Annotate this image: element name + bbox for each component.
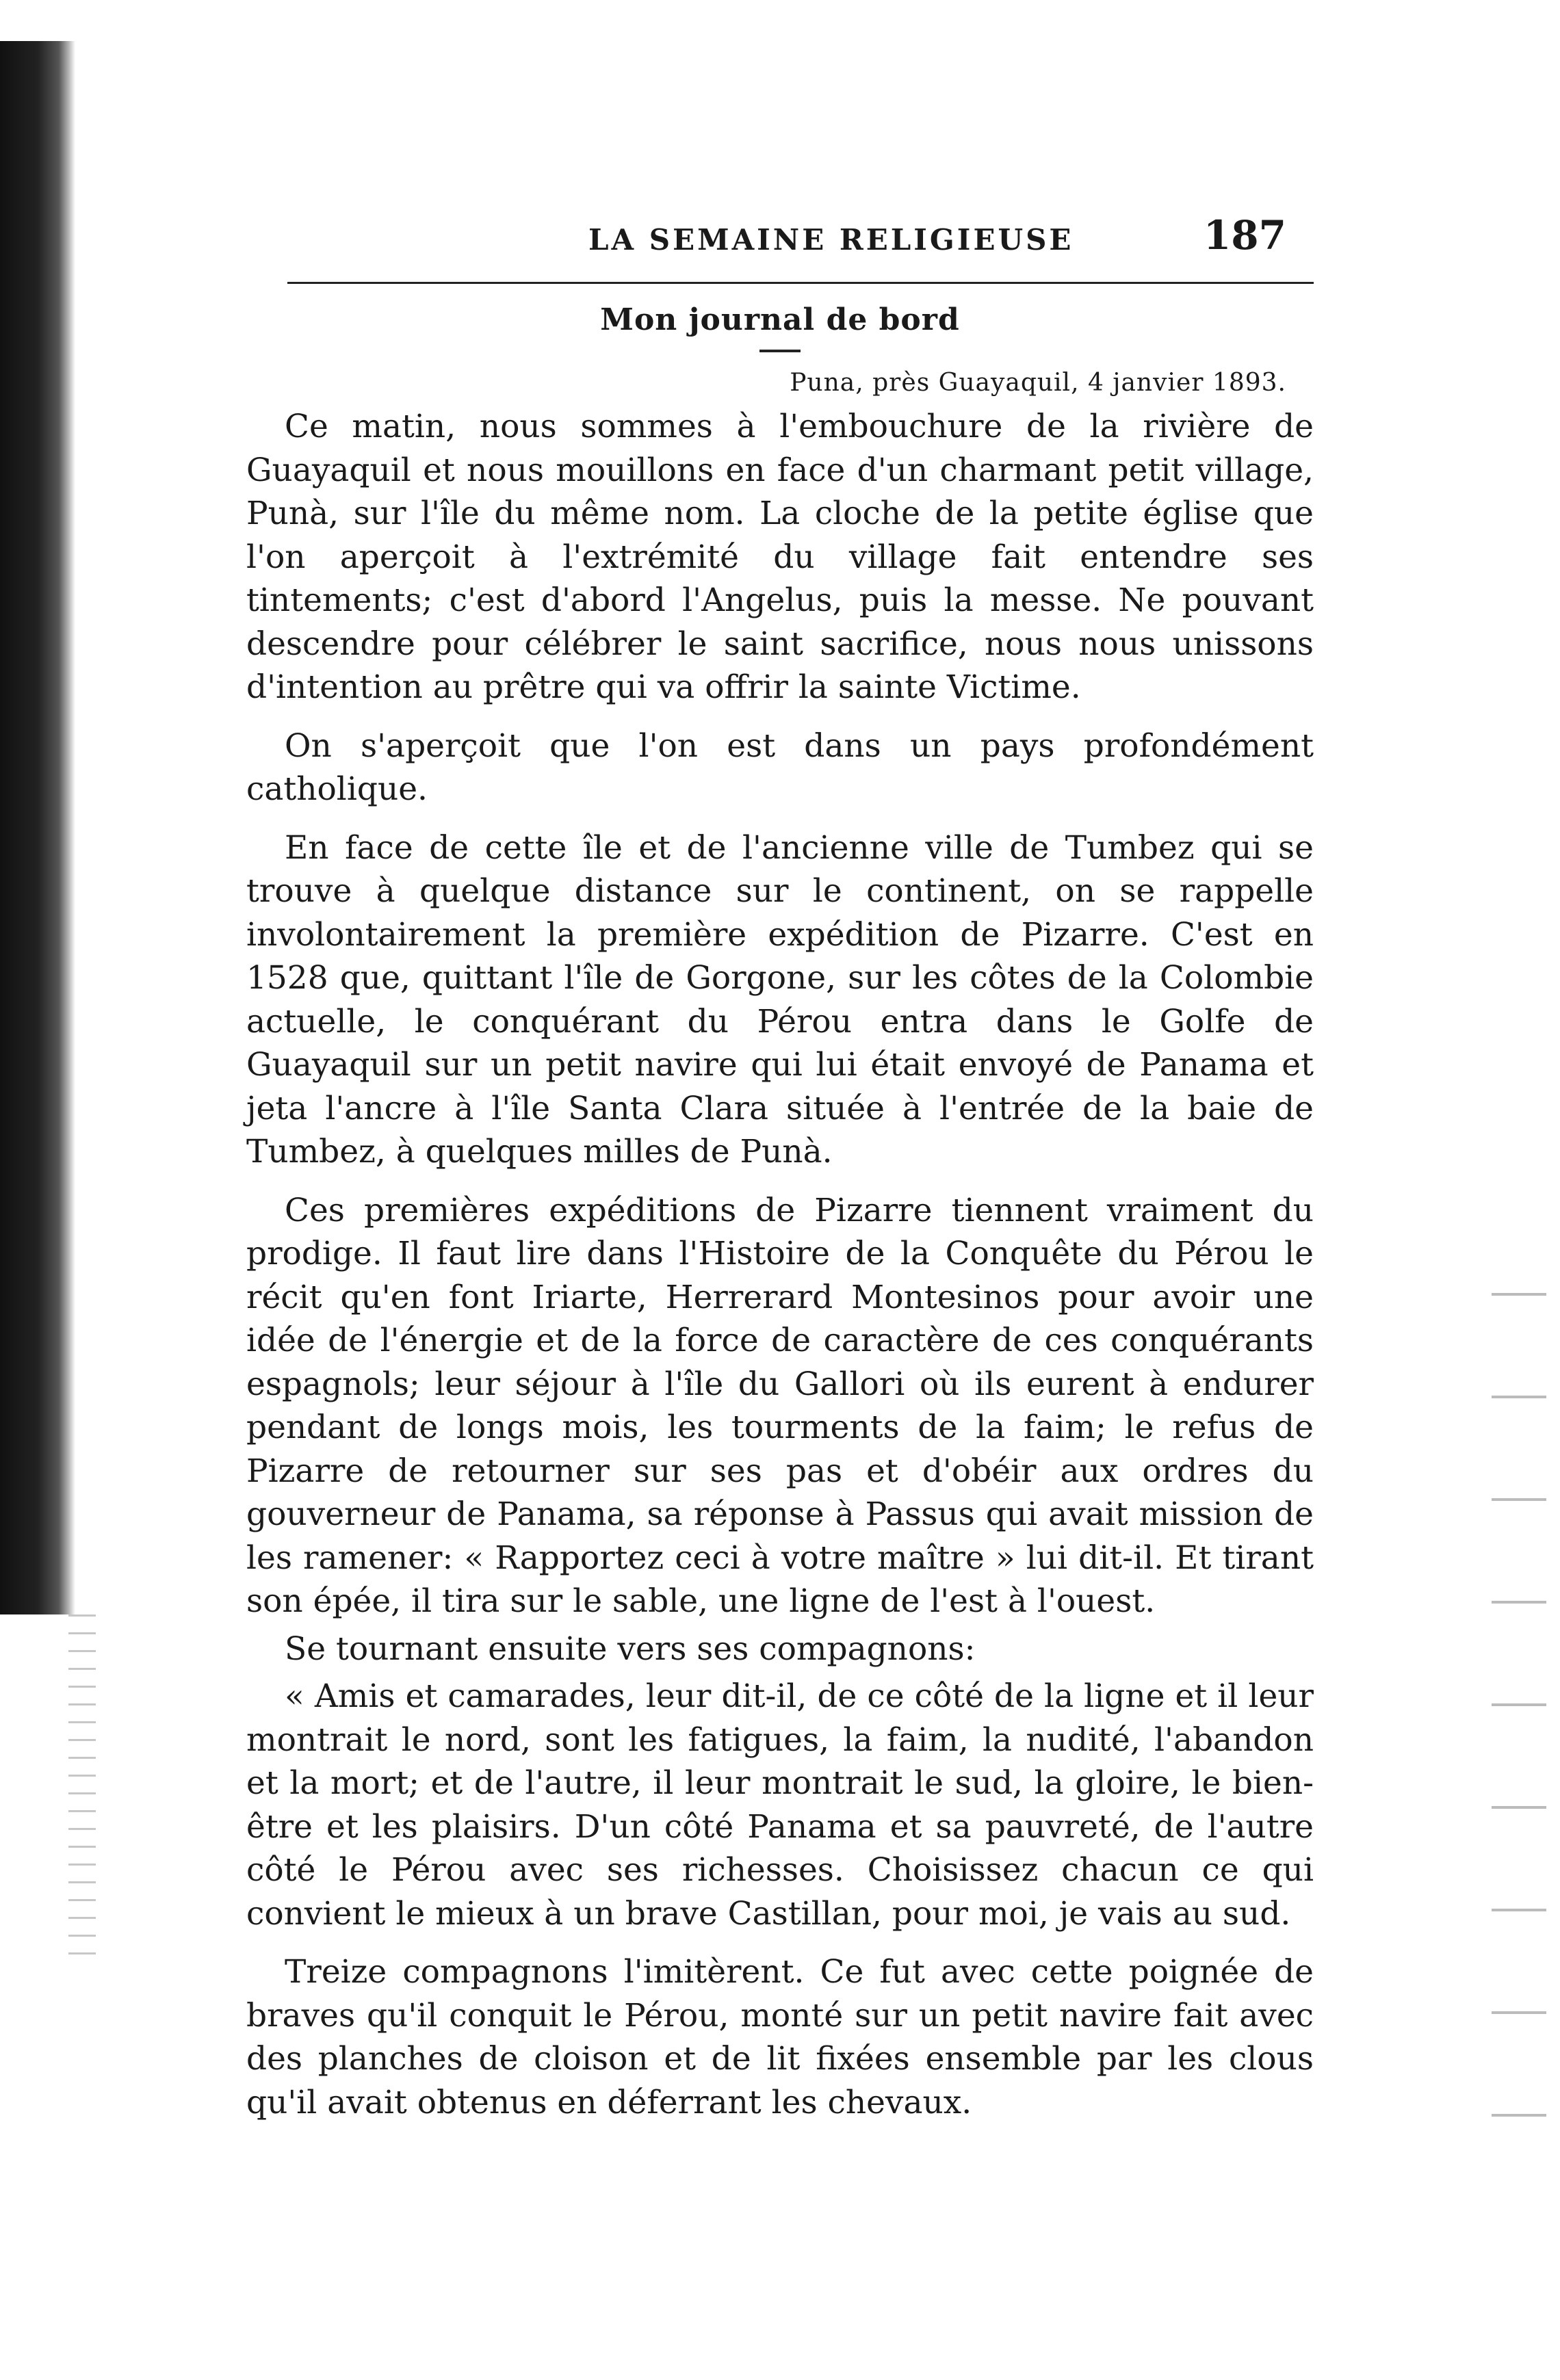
running-head-title: LA SEMAINE RELIGIEUSE bbox=[588, 223, 1074, 257]
head-rule bbox=[287, 282, 1314, 284]
article-dateline: Puna, près Guayaquil, 4 janvier 1893. bbox=[790, 369, 1286, 397]
paragraph: « Amis et camarades, leur dit-il, de ce côté de la ligne et il leur montrait le nord, sont les fatigues, la faim, la nudité, l'abandon et la mort; et de l'autre, il leur montrait le sud, la gloire, le bien-être et les plaisirs. D'un côté Panama et sa pauvreté, de l'autre côté le Pérou avec ses richesses. Choisissez chacun ce qui convient le mieux à un brave Castillan, pour moi, je vais au sud. bbox=[246, 1677, 1314, 1933]
paragraph: On s'aperçoit que l'on est dans un pays profondément catholique. bbox=[246, 727, 1314, 808]
paragraph: Treize compagnons l'imitèrent. Ce fut avec cette poignée de braves qu'il conquit le Pérou, monté sur un petit navire fait avec des planches de cloison et de lit fixées ensemble par les clous qu'il avait obtenus en déferrant les chevaux. bbox=[246, 1953, 1314, 2121]
title-dash bbox=[759, 350, 801, 352]
article-body bbox=[246, 405, 1314, 2124]
paragraph: En face de cette île et de l'ancienne ville de Tumbez qui se trouve à quelque distance sur le continent, on se rappelle involontairement la première expédition de Pizarre. C'est en 1528 que, quittant l'île de Gorgone, sur les côtes de la Colombie actuelle, le conquérant du Pérou entra dans le Golfe de Guayaquil sur un petit navire qui lui était envoyé de Panama et jeta l'ancre à l'île Santa Clara située à l'entrée de la baie de Tumbez, à quelques milles de Punà. bbox=[246, 828, 1314, 1171]
paragraph: Ce matin, nous sommes à l'embouchure de la rivière de Guayaquil et nous mouillons en face d'un charmant petit village, Punà, sur l'île du même nom. La cloche de la petite église que l'on aperçoit à l'extrémité du village fait entendre ses tintements; c'est d'abord l'Angelus, puis la messe. Ne pouvant descendre pour célébrer le saint sacrifice, nous nous unissons d'intention au prêtre qui va offrir la sainte Victime. bbox=[246, 408, 1314, 706]
article-title: Mon journal de bord bbox=[600, 302, 960, 337]
scan-margin-speckle bbox=[68, 1614, 96, 1970]
page-number: 187 bbox=[1203, 212, 1286, 259]
paragraph: Ces premières expéditions de Pizarre tiennent vraiment du prodige. Il faut lire dans l'Histoire de la Conquête du Pérou le récit qu'en font Iriarte, Herrerard Montesinos pour avoir une idée de l'énergie et de la force de caractère de ces conquérants espagnols; leur séjour à l'île du Gallori où ils eurent à endurer pendant de longs mois, les tourments de la faim; le refus de Pizarre de retourner sur ses pas et d'obéir aux ordres du gouverneur de Panama, sa réponse à Passus qui avait mission de les ramener: « Rapportez ceci à votre maître » lui dit-il. Et tirant son épée, il tira sur le sable, une ligne de l'est à l'ouest. bbox=[246, 1191, 1314, 1620]
book-page bbox=[246, 205, 1314, 2128]
scan-right-margin-specks bbox=[1492, 1231, 1546, 2189]
scan-binding-edge bbox=[0, 41, 75, 1614]
paragraph: Se tournant ensuite vers ses compagnons: bbox=[285, 1630, 976, 1668]
running-head bbox=[246, 205, 1314, 267]
